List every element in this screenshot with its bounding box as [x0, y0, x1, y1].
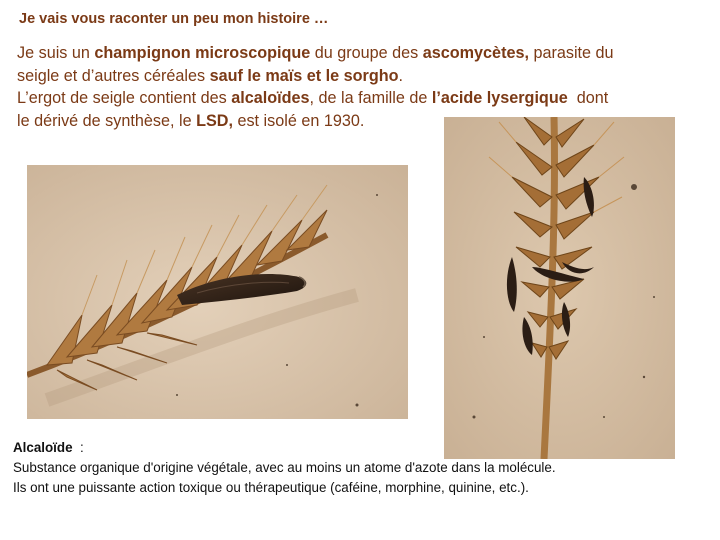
intro-bold: l’acide lysergique — [431, 89, 568, 107]
intro-bold: LSD, — [196, 111, 233, 130]
intro-line-1 — [17, 42, 717, 65]
photo-rye-ergot-closeup — [27, 165, 408, 419]
photo-rye-ergot-closeup-drawing — [27, 165, 408, 419]
intro-line-2 — [17, 65, 717, 88]
intro-text: dont — [567, 89, 609, 107]
intro-text: . — [398, 66, 403, 85]
slide-title: Je vais vous raconter un peu mon histoire … — [19, 11, 329, 27]
intro-bold: sauf le maïs et le sorgho — [209, 66, 399, 85]
definition-heading — [13, 438, 718, 458]
intro-text: est isolé en 1930. — [232, 111, 365, 130]
intro-text: L’ergot de seigle contient des — [17, 89, 232, 107]
intro-bold: alcaloïdes — [231, 89, 310, 107]
intro-bold: champignon microscopique — [94, 44, 311, 62]
intro-text: seigle et d’autres céréales — [17, 66, 210, 85]
definition-term: Alcaloïde — [13, 440, 73, 455]
definition-block — [13, 438, 718, 498]
intro-text: , de la famille de — [309, 89, 432, 107]
intro-text: parasite du — [528, 44, 614, 62]
intro-text: du groupe des — [310, 44, 423, 62]
intro-text: le dérivé de synthèse, le — [17, 111, 197, 130]
definition-colon: : — [72, 440, 84, 455]
photo-rye-spike-ergots-drawing — [444, 117, 675, 459]
definition-line-1: Substance organique d'origine végétale, avec au moins un atome d'azote dans la molécule. — [13, 460, 556, 475]
intro-line-3 — [17, 87, 717, 110]
intro-text: Je suis un — [17, 44, 95, 62]
definition-line-2: Ils ont une puissante action toxique ou thérapeutique (caféine, morphine, quinine, etc.). — [13, 480, 529, 495]
intro-bold: ascomycètes, — [422, 44, 529, 62]
photo-rye-spike-ergots — [444, 117, 675, 459]
